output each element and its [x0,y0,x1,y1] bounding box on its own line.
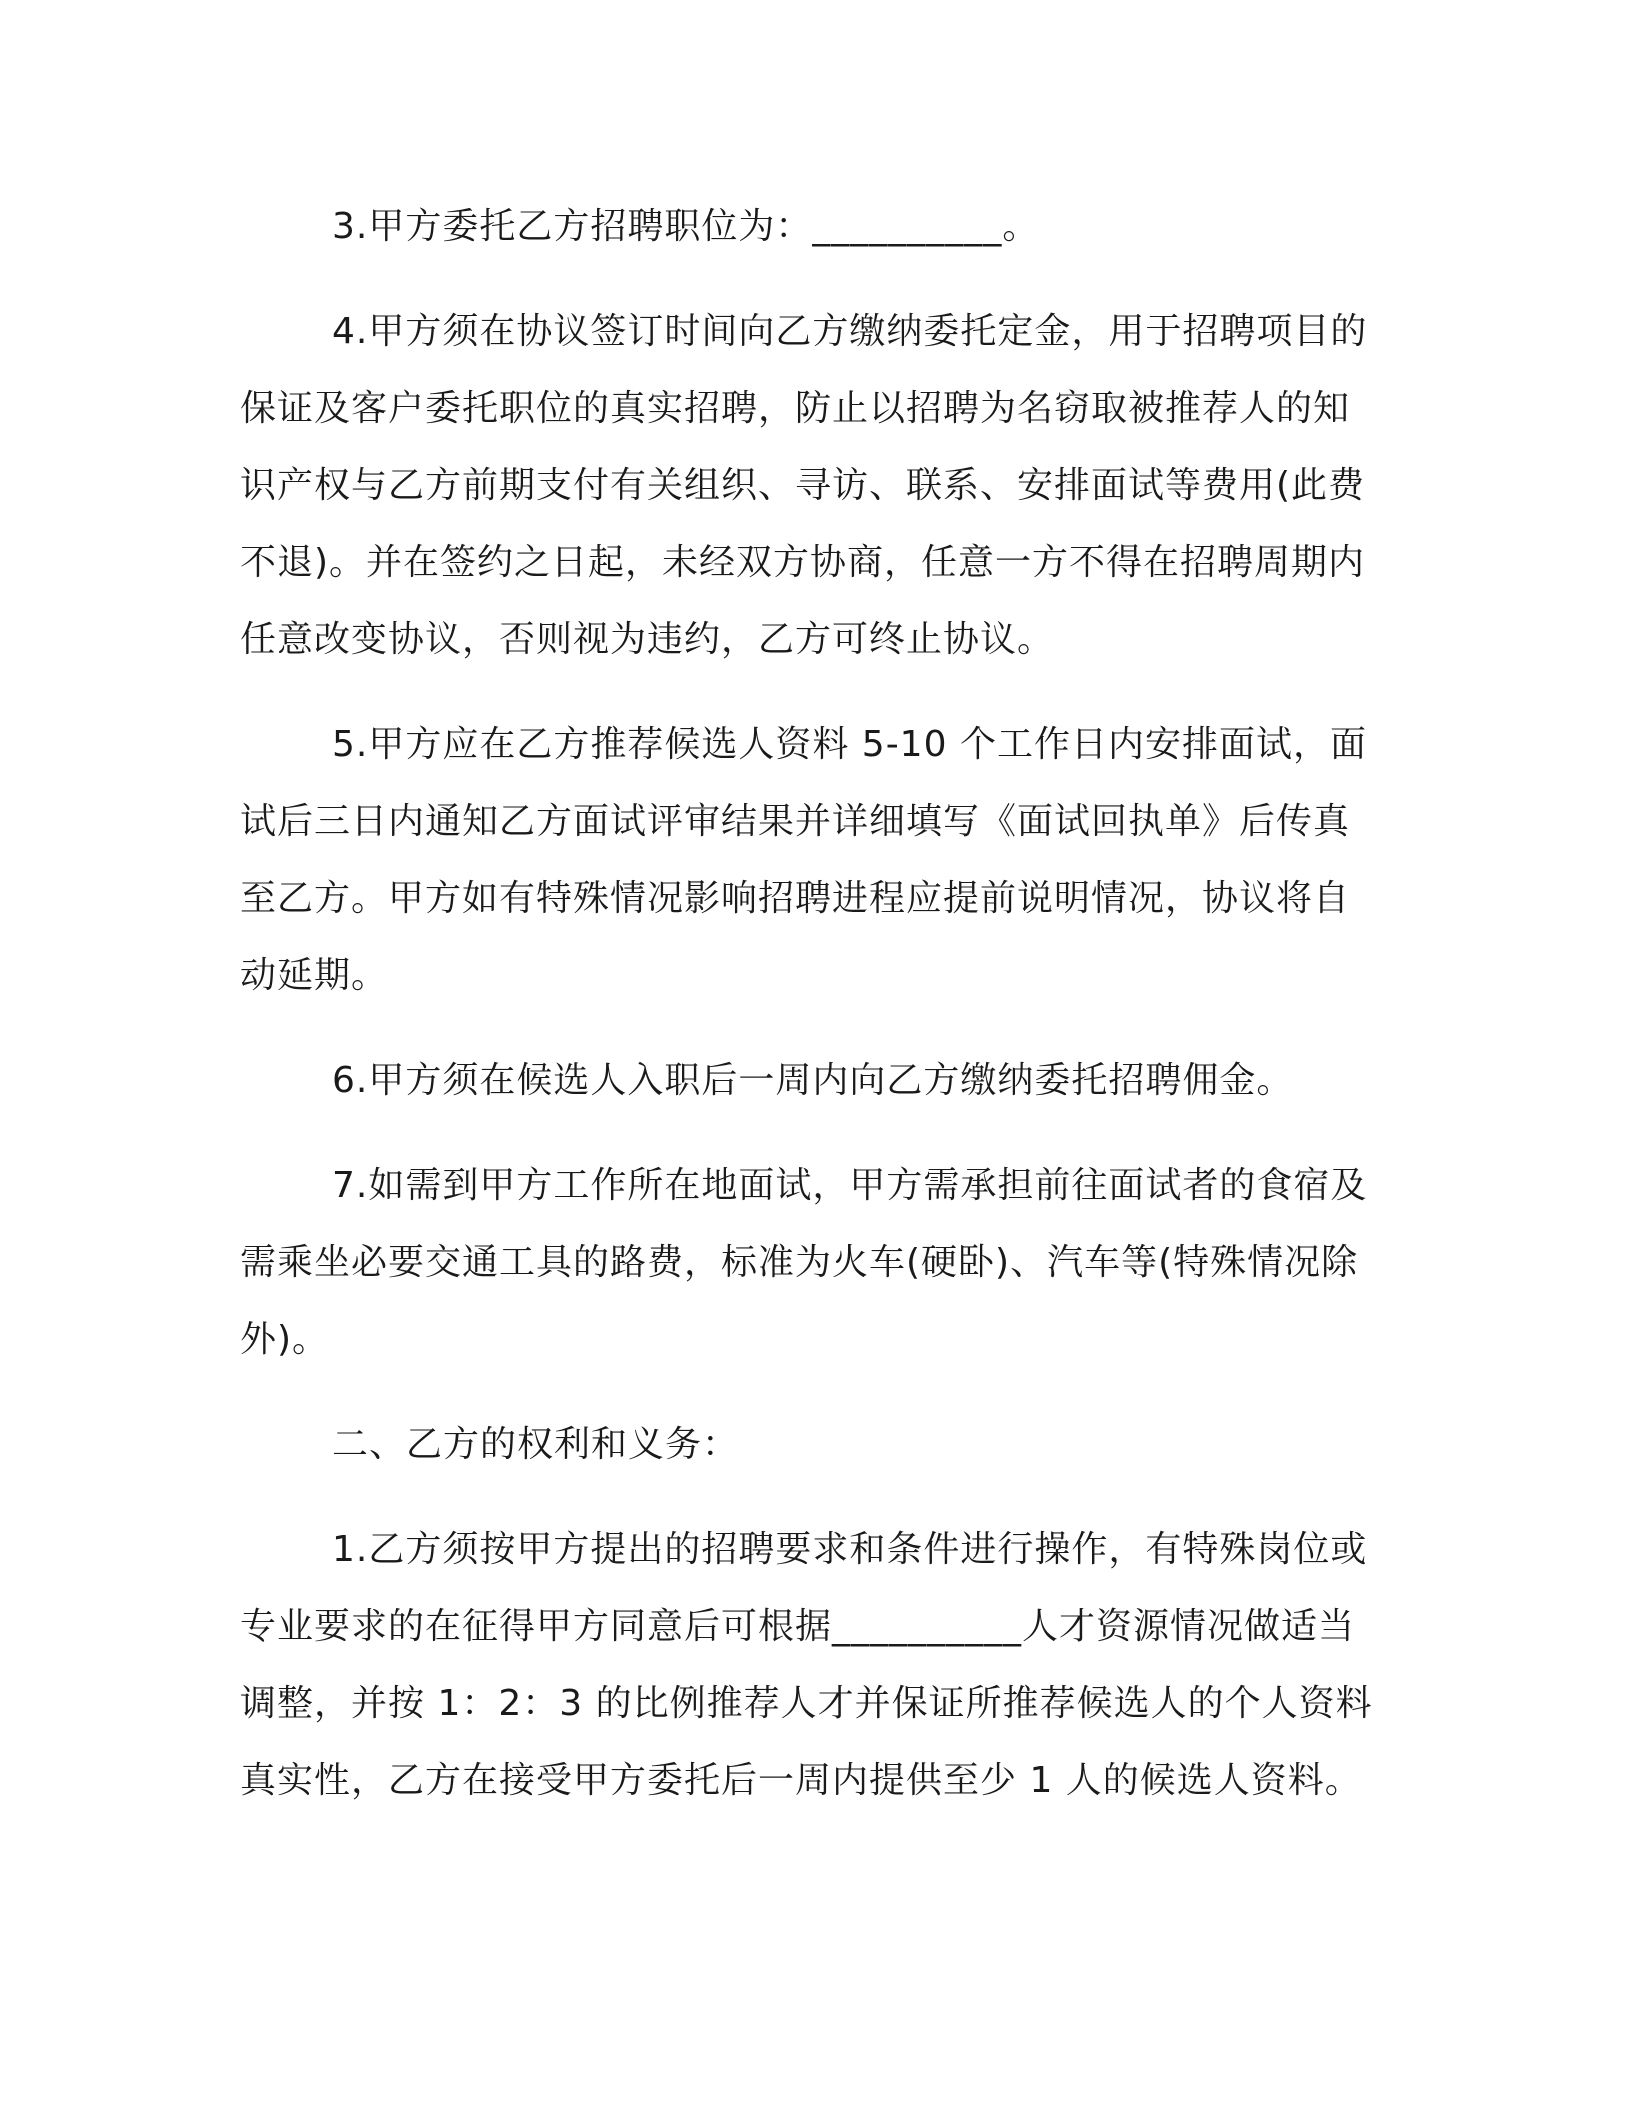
clause-6 [240,1042,1388,1119]
party-b-clause-1-line-4: 真实性，乙方在接受甲方委托后一周内提供至少 1 人的候选人资料。 [240,1760,1362,1801]
clause-4-line-5: 任意改变协议，否则视为违约，乙方可终止协议。 [240,619,1055,660]
clause-5-line-3: 至乙方。甲方如有特殊情况影响招聘进程应提前说明情况，协议将自 [240,878,1351,919]
clause-5-line-4: 动延期。 [240,955,389,996]
clause-4 [240,293,1388,678]
party-b-clause-1-line-2: 专业要求的在征得甲方同意后可根据__________人才资源情况做适当 [240,1606,1356,1647]
clause-4-line-3: 识产权与乙方前期支付有关组织、寻访、联系、安排面试等费用(此费 [240,465,1366,506]
clause-3-line-1: 3.甲方委托乙方招聘职位为：__________。 [332,206,1040,247]
clause-7 [240,1147,1388,1378]
clause-4-line-4: 不退)。并在签约之日起，未经双方协商，任意一方不得在招聘周期内 [240,542,1366,583]
clause-6-line-1: 6.甲方须在候选人入职后一周内向乙方缴纳委托招聘佣金。 [332,1060,1294,1101]
clause-7-line-3: 外)。 [240,1319,330,1360]
section-2-heading [240,1406,1388,1483]
document-body [240,188,1388,1819]
clause-5-line-2: 试后三日内通知乙方面试评审结果并详细填写《面试回执单》后传真 [240,801,1351,842]
clause-5 [240,706,1388,1014]
clause-5-line-1: 5.甲方应在乙方推荐候选人资料 5-10 个工作日内安排面试，面 [332,724,1367,765]
clause-4-line-2: 保证及客户委托职位的真实招聘，防止以招聘为名窃取被推荐人的知 [240,388,1351,429]
party-b-clause-1 [240,1511,1388,1819]
clause-4-line-1: 4.甲方须在协议签订时间向乙方缴纳委托定金，用于招聘项目的 [332,311,1368,352]
party-b-clause-1-line-1: 1.乙方须按甲方提出的招聘要求和条件进行操作，有特殊岗位或 [332,1529,1368,1570]
clause-3 [240,188,1388,265]
party-b-clause-1-line-3: 调整，并按 1：2：3 的比例推荐人才并保证所推荐候选人的个人资料 [240,1683,1373,1724]
clause-7-line-1: 7.如需到甲方工作所在地面试，甲方需承担前往面试者的食宿及 [332,1165,1368,1206]
clause-7-line-2: 需乘坐必要交通工具的路费，标准为火车(硬卧)、汽车等(特殊情况除 [240,1242,1359,1283]
section-2-heading-text: 二、乙方的权利和义务： [332,1424,740,1465]
